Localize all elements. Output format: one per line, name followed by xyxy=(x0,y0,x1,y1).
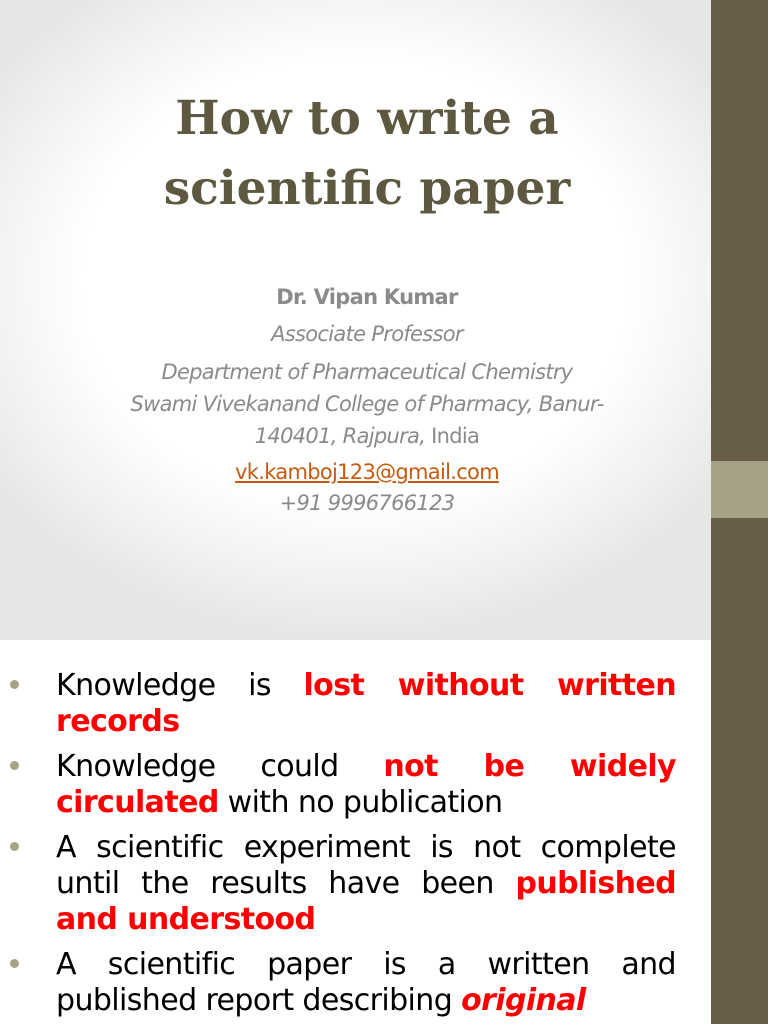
bullet-text: Knowledge is xyxy=(56,668,304,703)
bullet-item xyxy=(0,749,676,821)
college-pin-city: 140401, Rajpura, xyxy=(254,424,426,448)
bullet-highlight-text: original xyxy=(461,983,586,1018)
bullet-highlight-text: lost without written records xyxy=(56,668,676,739)
department: Department of Pharmaceutical Chemistry xyxy=(161,360,573,384)
bullet-item xyxy=(0,947,676,1019)
bullet-dot-icon xyxy=(10,842,19,851)
bullet-text: Knowledge could xyxy=(56,749,384,784)
bullet-item xyxy=(0,668,676,740)
title-line-2: scientific paper xyxy=(163,161,571,216)
bullet-item xyxy=(0,830,676,938)
author-name: Dr. Vipan Kumar xyxy=(276,285,458,309)
college-country: India xyxy=(425,424,480,448)
slide-title xyxy=(70,84,664,224)
bullet-list xyxy=(0,668,711,1028)
bullet-text: A scientific experiment is not complete until the results have been xyxy=(56,830,676,901)
bullet-highlight-text: published and understood xyxy=(56,866,676,937)
bullet-text: A scientific paper is a written and published report describing xyxy=(56,947,676,1018)
college-line-1: Swami Vivekanand College of Pharmacy, Banur- xyxy=(130,392,604,416)
bullet-highlight-text: not be widely circulated xyxy=(56,749,676,820)
bullet-text: with no publication xyxy=(218,785,503,820)
bullet-dot-icon xyxy=(10,680,19,689)
email-link[interactable]: vk.kamboj123@gmail.com xyxy=(235,460,499,484)
college-line-2 xyxy=(80,420,654,452)
phone-number: +91 9996766123 xyxy=(279,491,455,515)
author-block xyxy=(80,282,654,518)
bullet-dot-icon xyxy=(10,959,19,968)
bullet-dot-icon xyxy=(10,761,19,770)
title-line-1: How to write a xyxy=(175,91,559,146)
sidebar-accent-block xyxy=(711,461,768,518)
author-position: Associate Professor xyxy=(271,322,463,346)
